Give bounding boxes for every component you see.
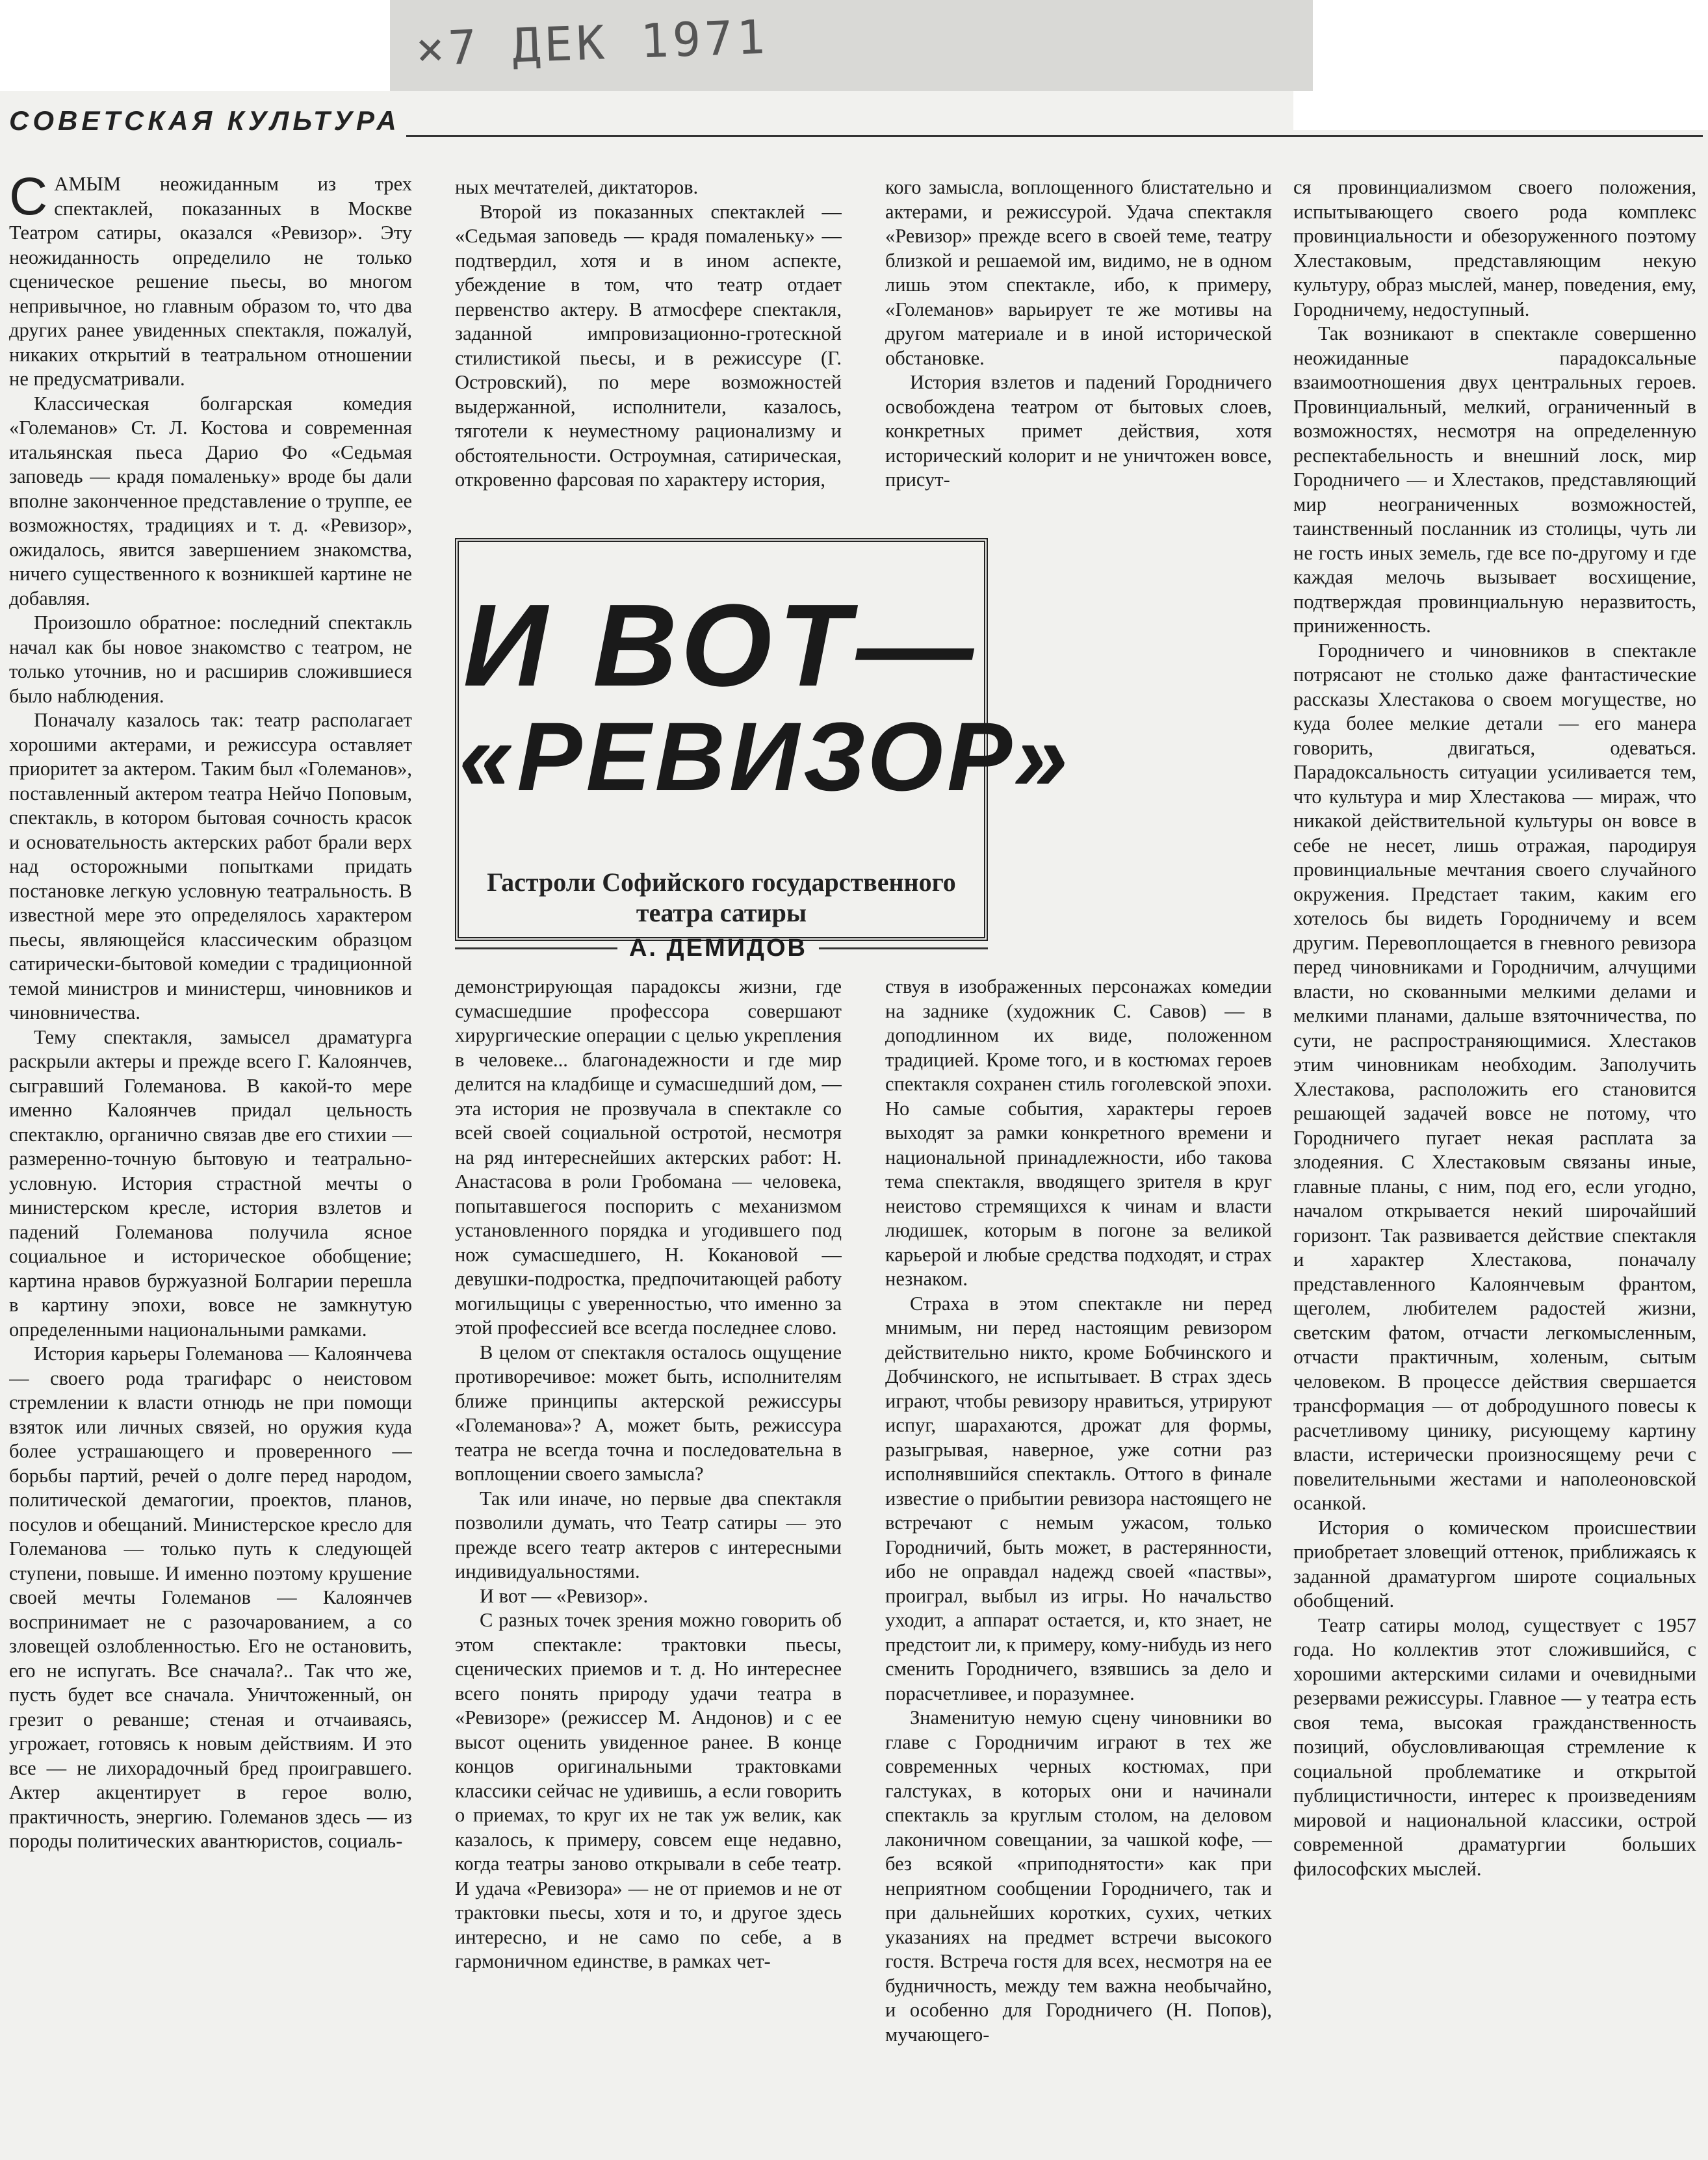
article-column-3-bottom	[885, 975, 1272, 2154]
paragraph: кого замысла, воплощенного блистательно и актерами, и режиссурой. Удача спектакля «Ревизор» прежде всего в своей теме, театру близкой и решаемой им, видимо, не в одном лишь этом спектакле, ибо, к примеру, «Големанов» варьирует те же мотивы на другом материале и в иной исторической обстановке.	[885, 176, 1272, 369]
article-column-4	[1293, 175, 1696, 2154]
headline-box	[455, 538, 1072, 941]
paragraph: Тему спектакля, замысел драматурга раскрыли актеры и прежде всего Г. Калоянчев, сыгравший Големанова. В какой-то мере именно Калоянчев придал цельность спектаклю, органично связав две его стихии — размеренно-точную бытовую и театрально-условную. История страстной мечты о министерском кресле, история взлетов и падений Големанова получила ясное социальное и историческое обобщение; картина нравов буржуазной Болгарии перешла в картину эпохи, вовсе не замкнутую определенными национальными рамками.	[9, 1025, 412, 1341]
paragraph: Так или иначе, но первые два спектакля позволили думать, что Театр сатиры — это прежде всего театр актеров с интересными индивидуальностями.	[455, 1487, 842, 1582]
masthead-rule	[406, 135, 1703, 137]
paragraph: В целом от спектакля осталось ощущение противоречивое: может быть, исполнителям ближе принципы актерской режиссуры «Големанова»? А, может быть, режиссура театра не всегда точна и последовательна в воплощении своего замысла?	[455, 1341, 842, 1485]
byline	[455, 934, 988, 963]
paragraph: ся провинциализмом своего положения, испытывающего своего рода комплекс провинциальности и обезоруженного поэтому Хлестаковым, представляющим некую культуру, образ мыслей, манер, поведения, ему, Городничему, недоступный.	[1293, 176, 1696, 320]
paragraph: История карьеры Големанова — Калоянчева — своего рода трагифарс о неистовом стремлении к власти отнюдь не при помощи взяток или личных связей, но оружия куда более устрашающего и проверенного — борьбы партий, речей о долге перед народом, политической демагогии, проектов, планов, посулов и обещаний. Министерское кресло для Големанова — только путь к следующей ступени, повыше. И именно поэтому крушение своей мечты Големанов — Калоянчев воспринимает не с разочарованием, а со зловещей озлобленностью. Его не остановить, его не испугать. Все сначала?.. Так что же, пусть будет все сначала. Уничтоженный, он грезит о реванше; стеная и отчаиваясь, угрожает, готовясь к новым действиям. И это все — не лихорадочный бред проигравшего. Актер акцентирует в герое волю, практичность, энергию. Големанов здесь — из породы политических авантюристов, социаль-	[9, 1343, 412, 1852]
paragraph: Театр сатиры молод, существует с 1957 года. Но коллектив этот сложившийся, с хорошими актерскими силами и очевидными резервами режиссуры. Главное — у театра есть своя тема, высокая гражданственность позиций, обусловливающая стремление к социальной проблематике и открытой публицистичности, интерес к произведениям мировой и национальной классики, острой современной драматургии больших философских мыслей.	[1293, 1614, 1696, 1880]
paragraph: ствуя в изображенных персонажах комедии на заднике (художник С. Савов) — в доподлинном их виде, положенном традицией. Кроме того, и в костюмах героев спектакля сохранен стиль гоголевской эпохи. Но самые события, характеры героев выходят за рамки конкретного времени и национальной принадлежности, ибо такова тема спектакля, вводящего зрителя в круг неистово стремящихся к чинам и власти людишек, которым в погоне за великой карьерой и любые средства подходят, и страх незнаком.	[885, 975, 1272, 1290]
paragraph: История взлетов и падений Городничего освобождена театром от бытовых слоев, конкретных примет действия, хотя исторический колорит и не уничтожен вовсе, присут-	[885, 371, 1272, 491]
drop-cap: С	[9, 172, 48, 226]
paragraph: Так возникают в спектакле совершенно неожиданные парадоксальные взаимоотношения двух центральных героев. Провинциальный, мелкий, ограниченный в возможностях, несмотря на определенную респектабельность и внешний лоск, мир Городничего — и Хлестаков, представляющий мир неограниченных возможностей, таинственный посланник из столицы, чуть ли не гость иных земель, где все по-другому и где каждая мелочь вызывает восхищение, подтверждая провинциальную неразвитость, приниженность.	[1293, 322, 1696, 637]
newspaper-title: СОВЕТСКАЯ КУЛЬТУРА	[9, 105, 400, 136]
paragraph: Городничего и чиновников в спектакле потрясают не столько даже фантастические рассказы Хлестакова о своем могуществе, но куда более мелкие детали — его манера говорить, двигаться, одеваться. Парадоксальность ситуации усиливается тем, что культура и мир Хлестакова — мираж, что никакой действительной культуры он вовсе в себе не несет, лишь отражая, пародируя провинциальные мечтания своего случайного окружения. Предстает таким, каким его хотелось бы видеть Городничему и всем другим. Перевоплощается в гневного ревизора перед чиновниками и Городничим, алчущими власти, но скованными мелкими делами и мелкими планами, дальше взяточничества, по сути, не распространяющимися. Хлестаков этим чиновникам необходим. Заполучить Хлестакова, расположить его становится решающей задачей вовсе не потому, что Городничего пугает некая расплата за злодеяния. С Хлестаковым связаны иные, главные планы, с ним, под его, если угодно, началом открывается некий широчайший горизонт. Так развивается действие спектакля и характер Хлестакова, поначалу представленного Калоянчевым франтом, щеголем, любителем радостей жизни, светским фатом, отчасти легкомысленным, отчасти практичным, холеным, сытым человеком. В процессе действия свершается трансформация — от добродушного повесы к расчетливому цинику, рисующему картину власти, истерически произносящему речи с повелительными жестами и наполеоновской осанкой.	[1293, 639, 1696, 1514]
paragraph: САМЫМ неожиданным из трех спектаклей, показанных в Москве Театром сатиры, оказался «Ревизор». Эту неожиданность определило не только сценическое решение пьесы, во многом непривычное, но главным образом то, что два других ранее увиденных спектакля, пожалуй, никаких открытий в театральном отношении не предусматривали.	[9, 172, 412, 390]
paragraph: ных мечтателей, диктаторов.	[455, 176, 699, 198]
paragraph: Страха в этом спектакле ни перед мнимым, ни перед настоящим ревизором действительно никто, кроме Бобчинского и Добчинского, не испытывает. В страх здесь играют, чтобы ревизору нравиться, утрируют испуг, шарахаются, дрожат для формы, разыгрывая, наверное, уже сотни раз исполнявшийся спектакль. Оттого в финале известие о прибытии ревизора настоящего не встречают с немым ужасом, только Городничий, быть может, в растерянности, ибо не оправдал надежд своей «паствы», проиграл, выбыл из игры. Но начальство уходит, а аппарат остается, и, кто знает, не предстоит ли, к примеру, кому-нибудь из него сменить Городничего, взявшись за дело и порасчетливее, и поразумнее.	[885, 1292, 1272, 1704]
article-column-1	[9, 172, 412, 2154]
headline-line-2: «РЕВИЗОР»	[459, 702, 1072, 811]
paragraph: Второй из показанных спектаклей — «Седьмая заповедь — крадя помаленьку» — подтвердил, хотя и в ином аспекте, убеждение в том, что театр отдает первенство актеру. В атмосфере спектакля, заданной импровизационно-гротескной стилистикой пьесы, и в режиссуре (Г. Островский), по мере возможностей выдержанной, исполнители, казалось, тяготели к неуместному рационализму и обстоятельности. Остроумная, сатирическая, откровенно фарсовая по характеру история,	[455, 200, 842, 491]
paragraph: И вот — «Ревизор».	[480, 1584, 649, 1607]
paragraph: История о комическом происшествии приобретает зловещий оттенок, приближаясь к заданной драматургом широте социальных обобщений.	[1293, 1516, 1696, 1612]
article-column-2-top	[455, 175, 842, 526]
headline-line-1: И ВОТ—	[463, 580, 980, 711]
masthead	[9, 103, 789, 148]
paragraph: Поначалу казалось так: театр располагает хорошими актерами, и режиссура оставляет приоритет за актером. Таким был «Големанов», поставленный актером театра Нейчо Поповым, спектакль, в котором бытовая сочность красок и основательность актерских работ брали верх над осторожными попытками придать постановке легкую условную театральность. В известной мере это определялось характером пьесы, являющейся классическим образцом сатирически-бытовой комедии с традиционной темой министров и министерш, чиновников и чиновничества.	[9, 709, 412, 1023]
paragraph: Классическая болгарская комедия «Големанов» Ст. Л. Костова и современная итальянская пьеса Дарио Фо «Седьмая заповедь — крадя помаленьку» вроде бы дали вполне законченное представление о труппе, ее возможностях, традициях и т. д. «Ревизор», ожидалось, явится завершением знакомства, ничего существенного к возникшей картине не добавляя.	[9, 392, 412, 610]
paragraph: Знаменитую немую сцену чиновники во главе с Городничим играют в тех же современных черных костюмах, при галстуках, в которых они и начинали спектакль за круглым столом, на деловом лаконичном совещании, за чашкой кофе, — без всякой «приподнятости» как при неприятном сообщении Городничего, так и при дальнейших коротких, сухих, четких указаниях на предмет встречи высокого гостя. Встреча гостя для всех, несмотря на ее будничность, между тем важна необычайно, и особенно для Городничего (Н. Попов), мучающего-	[885, 1706, 1272, 2046]
subheadline: Гастроли Софийского государственного театра сатиры	[487, 868, 956, 927]
paragraph: демонстрирующая парадоксы жизни, где сумасшедшие профессора совершают хирургические операции с целью укрепления в человеке... благонадежности и где мир делится на кладбище и сумасшедший дом, — эта история не прозвучала в спектакле со всей своей социальной остротой, несмотря на ряд интереснейших актерских работ: Н. Анастасова в роли Гробомана — человека, попытавшегося поспорить с механизмом установленного порядка и угодившего под нож сумасшедшего, Н. Кокановой — девушки-подростка, предпочитающей работу могильщицы с уверенностью, что именно за этой профессией все всегда последнее слово.	[455, 975, 842, 1339]
byline-rule-left	[455, 947, 617, 949]
author-name: А. ДЕМИДОВ	[628, 934, 807, 962]
byline-rule-right	[819, 947, 988, 949]
paragraph: Произошло обратное: последний спектакль начал как бы новое знакомство с театром, не только уточнив, но и расширив сложившиеся было наблюдения.	[9, 611, 412, 707]
date-stamp: ×7 ДЕК 1971	[415, 9, 770, 77]
article-column-2-bottom	[455, 975, 842, 2154]
article-column-3-top	[885, 175, 1272, 526]
paragraph: С разных точек зрения можно говорить об этом спектакле: трактовки пьесы, сценических приемов и т. д. Но интереснее всего понять природу удачи театра в «Ревизоре» (режиссер М. Андонов) и с ее высот оценить увиденное ранее. В конце концов оригинальными трактовками классики сейчас не удивишь, а если говорить о приемах, то круг их не так уж велик, как казалось, к примеру, совсем еще недавно, когда театры заново открывали в себе театр. И удача «Ревизора» — не от приемов и не от трактовки пьесы, хотя и то, и другое здесь интересно, и не само по себе, а в гармоничном единстве, в рамках чет-	[455, 1609, 842, 1972]
